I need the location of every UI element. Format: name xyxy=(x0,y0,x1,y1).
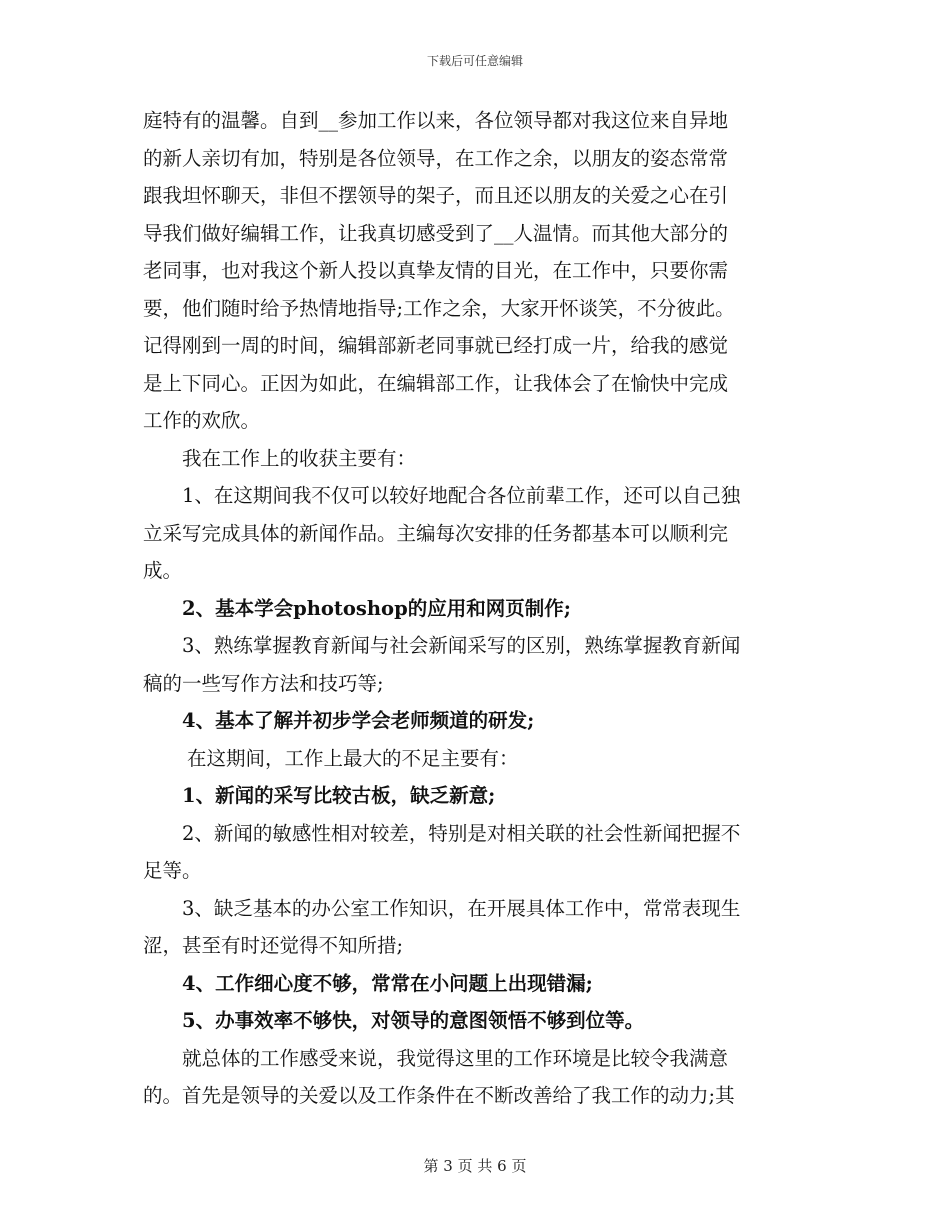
text-line: 成。 xyxy=(143,559,183,582)
text-line: 记得刚到一周的时间，编辑部新老同事就已经打成一片，给我的感觉 xyxy=(143,334,729,357)
text-line: 老同事，也对我这个新人投以真挚友情的目光，在工作中，只要你需 xyxy=(143,259,729,282)
text-line: 工作的欢欣。 xyxy=(143,409,261,432)
text-line: 涩，甚至有时还觉得不知所措; xyxy=(143,934,404,957)
text-line-bold: 2、基本学会photoshop的应用和网页制作; xyxy=(182,596,571,620)
text-line: 1、在这期间我不仅可以较好地配合各位前辈工作，还可以自己独 xyxy=(182,484,741,507)
text-line-bold: 4、基本了解并初步学会老师频道的研发; xyxy=(182,709,535,732)
text-line-bold: 4、工作细心度不够，常常在小问题上出现错漏; xyxy=(182,971,593,995)
text-line-bold: 5、办事效率不够快，对领导的意图领悟不够到位等。 xyxy=(182,1009,645,1032)
text-line-bold: 1、新闻的采写比较古板，缺乏新意; xyxy=(182,784,496,807)
text-line: 3、熟练掌握教育新闻与社会新闻采写的区别，熟练掌握教育新闻 xyxy=(182,634,741,657)
text-line: 要，他们随时给予热情地指导;工作之余，大家开怀谈笑，不分彼此。 xyxy=(143,296,735,320)
text-line: 3、缺乏基本的办公室工作知识，在开展具体工作中，常常表现生 xyxy=(182,896,741,920)
page-number: 第 3 页 共 6 页 xyxy=(423,1157,527,1175)
section-heading-shortcomings: 在这期间，工作上最大的不足主要有： xyxy=(187,746,519,770)
document-body xyxy=(143,102,808,1115)
text-line: 立采写完成具体的新闻作品。主编每次安排的任务都基本可以顺利完 xyxy=(143,521,729,545)
text-line: 就总体的工作感受来说，我觉得这里的工作环境是比较令我满意 xyxy=(182,1046,729,1070)
text-line: 是上下同心。正因为如此，在编辑部工作，让我体会了在愉快中完成 xyxy=(143,371,729,395)
text-line: 的。首先是领导的关爱以及工作条件在不断改善给了我工作的动力;其 xyxy=(143,1084,735,1107)
text-line: 庭特有的温馨。自到__参加工作以来，各位领导都对我这位来自异地 xyxy=(143,109,729,132)
section-heading-gains: 我在工作上的收获主要有： xyxy=(182,446,417,470)
text-line: 稿的一些写作方法和技巧等; xyxy=(143,671,384,695)
page-header: 下载后可任意编辑 xyxy=(426,54,523,68)
text-line: 的新人亲切有加，特别是各位领导，在工作之余，以朋友的姿态常常 xyxy=(143,146,729,170)
text-line: 跟我坦怀聊天，非但不摆领导的架子，而且还以朋友的关爱之心在引 xyxy=(143,184,729,207)
text-line: 导我们做好编辑工作，让我真切感受到了__人温情。而其他大部分的 xyxy=(143,221,729,245)
text-line: 足等。 xyxy=(143,859,202,882)
text-line: 2、新闻的敏感性相对较差，特别是对相关联的社会性新闻把握不 xyxy=(182,821,741,845)
